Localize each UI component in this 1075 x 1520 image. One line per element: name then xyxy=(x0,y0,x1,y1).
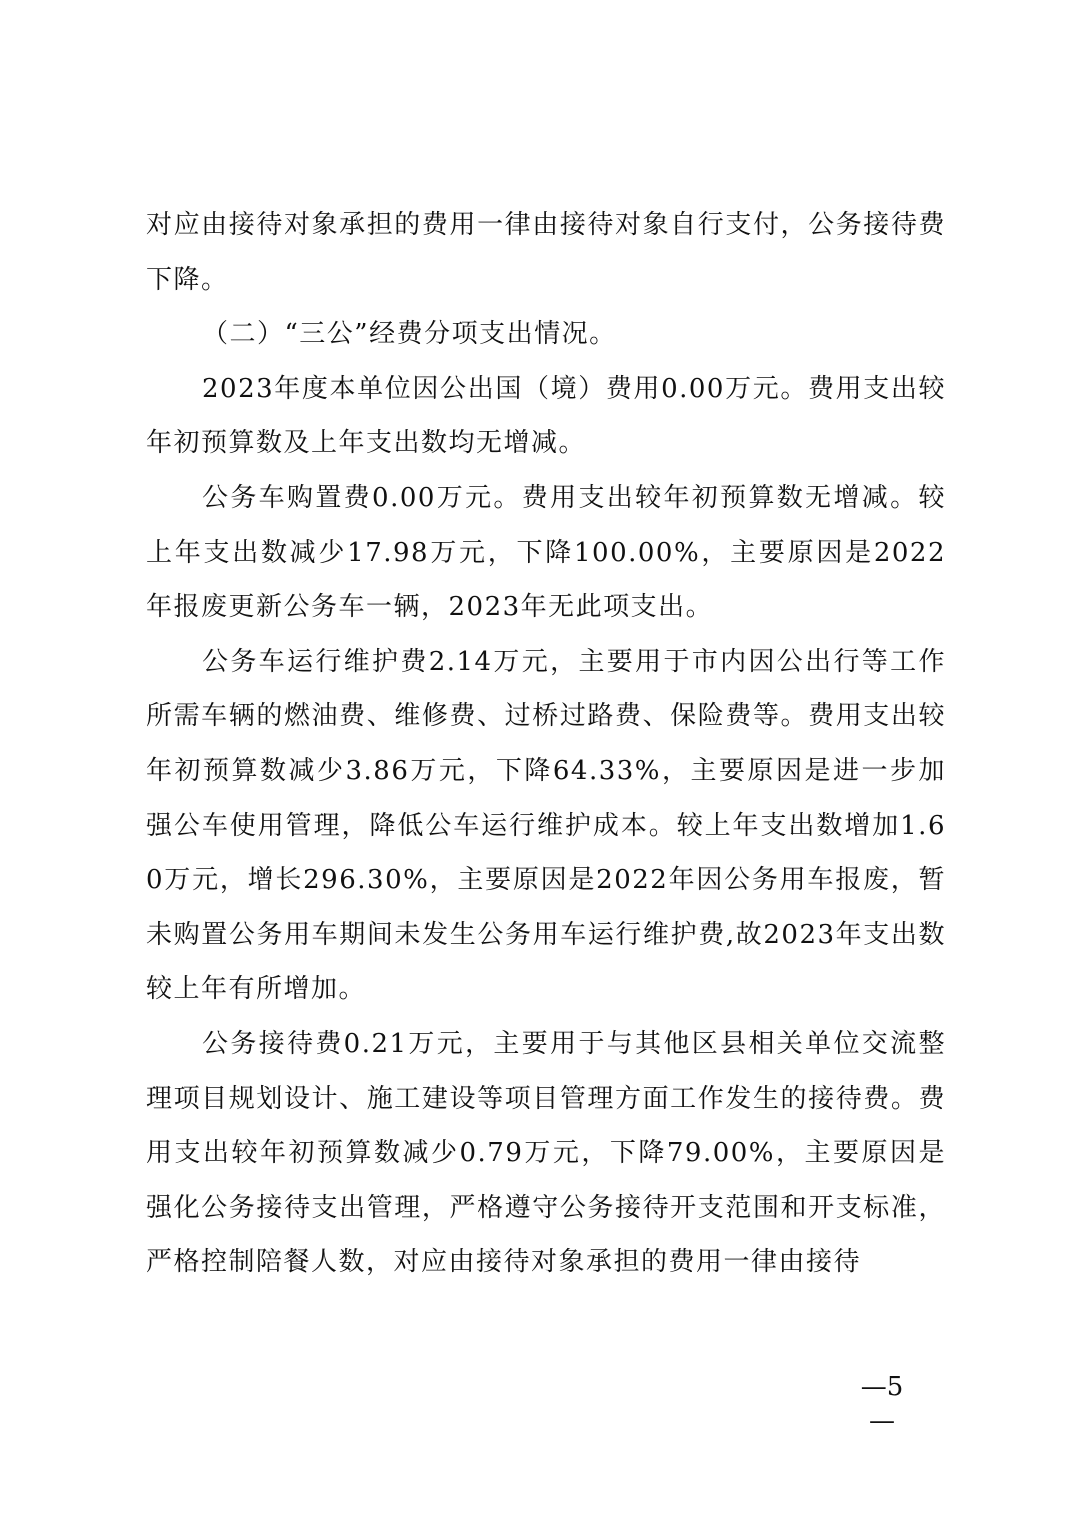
page-number: —5— xyxy=(860,1372,904,1436)
body-text xyxy=(146,198,946,1290)
paragraph-continued: 对应由接待对象承担的费用一律由接待对象自行支付，公务接待费下降。 xyxy=(146,210,946,295)
paragraph-overseas-travel: 2023年度本单位因公出国（境）费用0.00万元。费用支出较年初预算数及上年支出数均无增减。 xyxy=(146,373,946,459)
paragraph-vehicle-maintenance: 公务车运行维护费2.14万元，主要用于市内因公出行等工作所需车辆的燃油费、维修费、过桥过路费、保险费等。费用支出较年初预算数减少3.86万元，下降64.33%，主要原因是进一步加强公车使用管理，降低公车运行维护成本。较上年支出数增加1.60万元，增长296.30%，主要原因是2022年因公务用车报废，暂未购置公务用车期间未发生公务用车运行维护费,故2023年支出数较上年有所增加。 xyxy=(146,646,946,1005)
paragraph-reception: 公务接待费0.21万元，主要用于与其他区县相关单位交流整理项目规划设计、施工建设等项目管理方面工作发生的接待费。费用支出较年初预算数减少0.79万元，下降79.00%，主要原因是强化公务接待支出管理，严格遵守公务接待开支范围和开支标准，严格控制陪餐人数，对应由接待对象承担的费用一律由接待 xyxy=(146,1028,946,1278)
paragraph-vehicle-purchase: 公务车购置费0.00万元。费用支出较年初预算数无增减。较上年支出数减少17.98万元，下降100.00%，主要原因是2022年报废更新公务车一辆，2023年无此项支出。 xyxy=(146,482,946,623)
section-heading: （二）“三公”经费分项支出情况。 xyxy=(202,319,617,350)
